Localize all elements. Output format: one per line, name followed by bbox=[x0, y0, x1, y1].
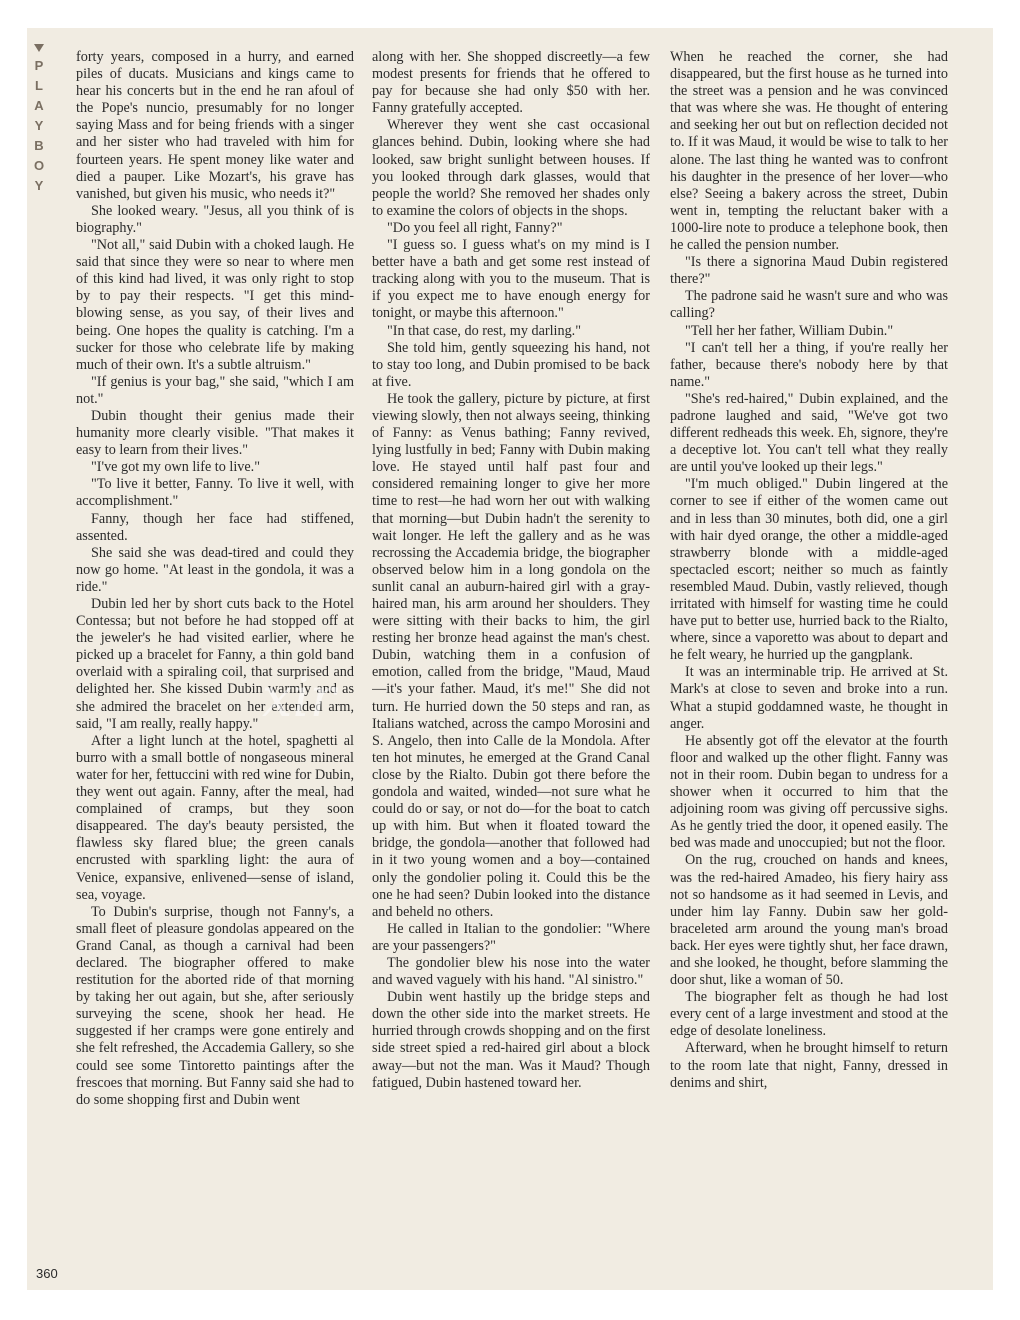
running-head-text bbox=[30, 56, 48, 196]
body-paragraph: The biographer felt as though he had lost every cent of a large investment and stood at the edge of desolate loneliness. bbox=[670, 989, 948, 1040]
body-paragraph: Fanny, though her face had stiffened, assented. bbox=[76, 510, 354, 544]
body-paragraph: When he reached the corner, she had disappeared, but the first house as he turned into the street was a pension and he was convinced that was where she was. He thought of entering and seeking her out but on reflection decided not to. If it was Maud, it would be wise to talk to her alone. The last thing he wanted was to confront his daughter in the presence of her lover—who else? Seeing a bakery across the street, Dubin went in, tempting the reluctant baker with a 1000-lire note to produce a telephone book, then he called the pension number. bbox=[670, 49, 948, 254]
body-paragraph: forty years, composed in a hurry, and earned piles of ducats. Musicians and kings came to hear his concerts but in the end he ran afoul of the Pope's nuncio, presumably for no longer saying Mass and for being friends with a singer and her sister who had traveled with him for fourteen years. He spent money like water and died a pauper. Like Mozart's, his grave has vanished, but given his music, who needs it?" bbox=[76, 49, 354, 202]
running-head-letter: Y bbox=[34, 118, 44, 133]
body-paragraph: He absently got off the elevator at the fourth floor and walked up the other flight. Fanny was not in their room. Dubin began to undress for a shower when it occurred to him that the adjoining room was giving off percussive sighs. As he gently tried the door, it opened easily. The bed was made and unoccupied; but not the floor. bbox=[670, 732, 948, 852]
body-paragraph: She looked weary. "Jesus, all you think of is biography." bbox=[76, 202, 354, 236]
running-head-letter: O bbox=[33, 158, 45, 173]
body-paragraph: It was an interminable trip. He arrived at St. Mark's at close to seven and broke into a run. What a stupid goddamned waste, he thought in anger. bbox=[670, 664, 948, 732]
body-paragraph: "To live it better, Fanny. To live it well, with accomplishment." bbox=[76, 476, 354, 510]
body-paragraph: Dubin thought their genius made their humanity more clearly visible. "That makes it easy to learn from their lives." bbox=[76, 407, 354, 459]
body-paragraph: along with her. She shopped discreetly—a few modest presents for friends that he offered to pay for because she had only $50 with her. Fanny gratefully accepted. bbox=[372, 49, 650, 117]
running-head-letter: B bbox=[34, 138, 44, 153]
body-paragraph: Dubin led her by short cuts back to the Hotel Contessa; but not before he had stopped off at the jeweler's he had visited earlier, where he picked up a bracelet for Fanny, a thin gold band overlaid with a spiraling coil, that surprised and delighted her. She kissed Dubin warmly and as she admired the bracelet on her extended arm, said, "I am really, really happy." bbox=[76, 596, 354, 732]
body-paragraph: "In that case, do rest, my darling." bbox=[387, 322, 581, 339]
body-paragraph: To Dubin's surprise, though not Fanny's, a small fleet of pleasure gondolas appeared on the Grand Canal, as though a carnival had been declared. The biographer offered to make restitution for the aborted ride of that morning by taking her out again, but she, after seriously surveying the scene, shook her head. He suggested if her cramps were gone entirely and she felt refreshed, the Accademia Gallery, so she could see some Tintoretto paintings after the frescoes that morning. But Fanny said she had to do some shopping first and Dubin went bbox=[76, 903, 354, 1108]
body-paragraph: She said she was dead-tired and could they now go home. "At least in the gondola, it was a ride." bbox=[76, 544, 354, 595]
body-paragraph: After a light lunch at the hotel, spaghetti al burro with a small bottle of nongaseous mineral water for her, fettuccini with red wine for Dubin, they went out again. Fanny, after the meal, had complained of cramps, but they soon disappeared. The day's beauty persisted, the flawless sky flared blue; the green canals encrusted with sparkling light: the aura of Venice, expansive, enlivened—sense of island, sea, voyage. bbox=[76, 732, 354, 903]
body-paragraph: Dubin went hastily up the bridge steps and down the other side into the market streets. He hurried through crowds shopping and on the first side street spied a red-haired girl about a block away—but not the man. Was it Maud? Though fatigued, Dubin hastened toward her. bbox=[372, 989, 650, 1091]
body-paragraph: On the rug, crouched on hands and knees, was the red-haired Amadeo, his fiery hairy ass not so handsome as it had seemed in Levis, and under him lay Fanny. Dubin saw her gold-braceleted arm around the young man's broad back. Her eyes were tightly shut, her face drawn, and she looked, he thought, before slamming the door shut, like a woman of 50. bbox=[670, 852, 948, 989]
body-paragraph: The gondolier blew his nose into the water and waved vaguely with his hand. "Al sinistro." bbox=[372, 954, 650, 989]
body-paragraph: He called in Italian to the gondolier: "Where are your passengers?" bbox=[372, 920, 650, 954]
body-paragraph: The padrone said he wasn't sure and who was calling? bbox=[670, 288, 948, 322]
page-number: 360 bbox=[36, 1266, 58, 1281]
body-paragraph: "Do you feel all right, Fanny?" bbox=[387, 219, 563, 236]
body-paragraph: "I'm much obliged." Dubin lingered at the corner to see if either of the women came out and in less than 30 minutes, both did, one a girl with hair dyed orange, the other a middle-aged strawberry blonde with a middle-aged spectacled escort; neither so much as faintly resembled Maud. Dubin, vastly relieved, though irritated with himself for wasting time he could have put to better use, hurried back to the Rialto, where, since a vaporetto was about to depart and he felt weary, he hurried up the gangplank. bbox=[670, 476, 948, 664]
body-paragraph: "Tell her her father, William Dubin." bbox=[685, 322, 894, 339]
text-column-3 bbox=[670, 49, 948, 1285]
running-head-letter: Y bbox=[34, 178, 44, 193]
watermark: xir bbox=[262, 666, 336, 729]
body-paragraph: "If genius is your bag," she said, "which I am not." bbox=[76, 373, 354, 407]
body-paragraph: He took the gallery, picture by picture, at first viewing slowly, then not always seeing, thinking of Fanny: as Venus bathing; Fanny revived, lying lustfully in bed; Fanny with Dubin making love. He stayed until half past four and considered remaining longer to give her more time to rest—he had worn her out with walking that morning—but Dubin hadn't the serenity to wait longer. He left the gallery and as he was recrossing the Accademia bridge, the biographer observed below him in a long gondola on the sunlit canal an auburn-haired girl with a gray-haired man, his arm around her shoulders. They were sitting with their backs to him, the girl resting her bronze head against the man's chest. Dubin, watching them in a confusion of emotion, called from the bridge, "Maud, Maud—it's your father. Maud, it's me!" She did not turn. He hurried down the 50 steps and ran, as Italians watched, across the campo Morosini and S. Angelo, then into Calle de la Mondola. After ten hot minutes, he emerged at the Grand Canal close by the Rialto. Dubin got there before the gondola and waited, winded—not sure what he could do or say, or not do—for the boat to catch up with him. But when it floated toward the bridge, the gondola—another that followed had in it two young women and a boy—contained only the gondolier poling it. Could this be the one he had seen? Dubin looked into the distance and beheld no others. bbox=[372, 390, 650, 920]
running-head bbox=[30, 44, 48, 196]
body-paragraph: Wherever they went she cast occasional glances behind. Dubin, looking where she had looked, saw bright sunlight between houses. If you looked through dark glasses, would that people the world? She removed her shades only to examine the colors of objects in the shops. bbox=[372, 117, 650, 219]
body-paragraph: "I can't tell her a thing, if you're really her father, because there's nobody here by that name." bbox=[670, 339, 948, 390]
body-paragraph: "Not all," said Dubin with a choked laugh. He said that since they were so near to where men of this kind had lived, it was only right to stop by to pay their respects. "I get this mind-blowing sense, as you say, of their lives and being. One hopes the quality is catching. I'm a sucker for those who celebrate life by making much of their own. It's a subtle altruism." bbox=[76, 237, 354, 373]
running-head-letter: P bbox=[34, 58, 44, 73]
body-paragraph: "I guess so. I guess what's on my mind is I better have a bath and get some rest instead of tracking along with you to the museum. That is if you expect me to have enough energy for tonight, or maybe this afternoon." bbox=[372, 237, 650, 322]
body-paragraph: Afterward, when he brought himself to return to the room late that night, Fanny, dressed in denims and shirt, bbox=[670, 1040, 948, 1091]
body-paragraph: She told him, gently squeezing his hand, not to stay too long, and Dubin promised to be back at five. bbox=[372, 339, 650, 390]
triangle-ornament-icon bbox=[34, 44, 44, 52]
text-column-2 bbox=[372, 49, 650, 1285]
running-head-letter: L bbox=[35, 78, 43, 93]
body-paragraph: "She's red-haired," Dubin explained, and the padrone laughed and said, "We've got two different redheads this week. Eh, signore, they're a deceptive lot. You can't tell what they really are until you've looked up their legs." bbox=[670, 390, 948, 476]
body-paragraph: "I've got my own life to live." bbox=[91, 459, 260, 476]
body-paragraph: "Is there a signorina Maud Dubin registered there?" bbox=[670, 254, 948, 288]
running-head-letter: A bbox=[34, 98, 44, 113]
